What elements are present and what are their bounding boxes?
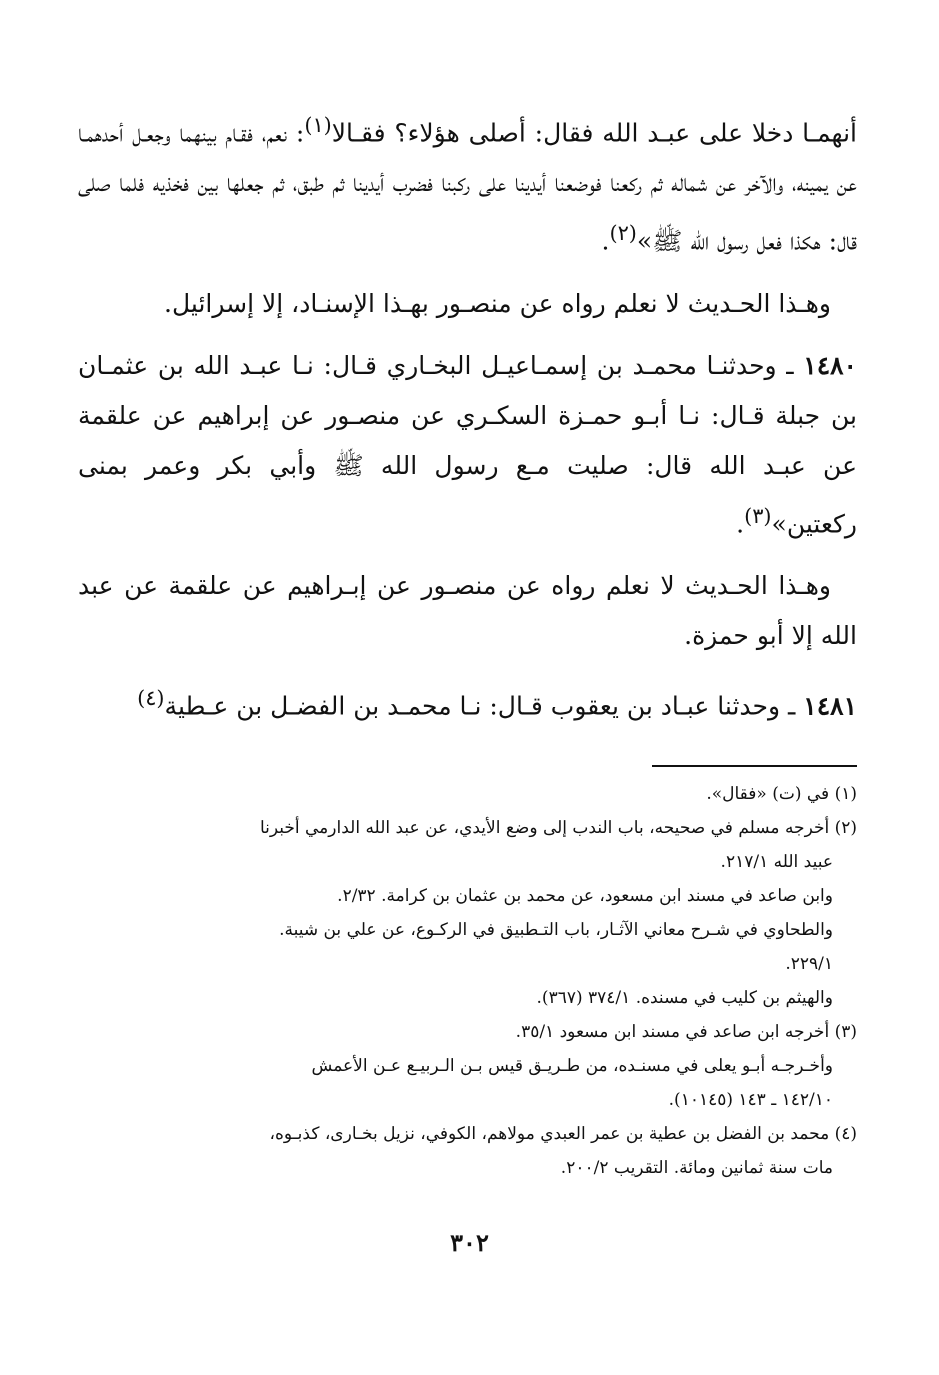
footnote-separator bbox=[652, 765, 857, 767]
footnote-ref-1[interactable]: (١) bbox=[304, 113, 332, 137]
footnote-4: (٤) محمد بن الفضل بن عطية بن عمر العبدي مولاهم، الكوفي، نزيل بخـارى، كذبـوه، bbox=[269, 1124, 857, 1145]
para1-line1: أنهمـا دخلا على عبـد الله فقال: أصلى هؤلاء؟ فقـالا bbox=[331, 118, 857, 148]
footnote-1: (١) في (ت) «فقال». bbox=[706, 784, 857, 805]
footnote-ref-3[interactable]: (٣) bbox=[744, 503, 772, 528]
footnote-2: (٢) أخرجه مسلم في صحيحه، باب الندب إلى وضع الأيدي، عن عبد الله الدارمي أخبرنا bbox=[259, 818, 857, 839]
paragraph-1 bbox=[78, 100, 857, 267]
main-text bbox=[78, 100, 857, 731]
hadith-1480-end: . bbox=[736, 508, 745, 538]
hadith-1480-text: ـ وحدثنـا محمـد بن إسمـاعيـل البخـاري قـال: نـا عبـد الله بن عثمـان بن جبلة قـال: نـا أبـو حمـزة السكـري عن منصـور عن إبراهيم عن علقمة عن عبـد الله قال: صليت مـع رسول الله ﷺ وأبي بكر وعمر بمنى ركعتين» bbox=[78, 350, 857, 538]
para1-line4: بين فخذيه فلما صلى قال: هكذا فعل رسول الله ﷺ» bbox=[78, 168, 857, 256]
footnote-ref-4[interactable]: (٤) bbox=[137, 685, 165, 710]
footnote-2-source-tahawi: والطحاوي في شـرح معاني الآثـار، باب التـطبيق في الركـوع، عن علي بن شيبة. bbox=[279, 920, 833, 941]
footnote-2-source-tahawi-cont: ٢٢٩/١. bbox=[785, 954, 833, 975]
footnotes bbox=[78, 777, 857, 1185]
paragraph-2: وهـذا الحـديث لا نعلم رواه عن منصـور بهـذا الإسنـاد، إلا إسرائيل. bbox=[164, 288, 831, 318]
page-number: ٣٠٢ bbox=[450, 1228, 489, 1257]
para1-line1-end: : نعم، bbox=[261, 118, 305, 148]
para1-line4-end: . bbox=[601, 226, 610, 256]
hadith-number-1481: ١٤٨١ bbox=[803, 691, 857, 721]
paragraph-3: وهـذا الحـديث لا نعلم رواه عن منصـور عن إبـراهيم عن علقمة عن عبد الله إلا أبو حمزة. bbox=[78, 570, 857, 650]
footnote-2-cont: عبيد الله ٢١٧/١. bbox=[720, 852, 833, 873]
hadith-number-1480: ١٤٨٠ bbox=[803, 350, 857, 380]
hadith-1481 bbox=[78, 673, 857, 731]
footnote-2-source-haytham: والهيثم بن كليب في مسنده. ٣٧٤/١ (٣٦٧). bbox=[536, 988, 833, 1009]
footnote-3-source-abu-yala-cont: ١٤٢/١٠ ـ ١٤٣ (١٠١٤٥). bbox=[668, 1090, 833, 1111]
para1-line3: ركعنا فوضعنا أيدينا على ركبنا فضرب أيدينا ثم طبق، ثم جعلها bbox=[226, 168, 643, 198]
hadith-1481-text: ـ وحدثنا عبـاد بن يعقوب قـال: نـا محمـد بن الفضـل بن عـطية bbox=[164, 691, 796, 721]
hadith-1480 bbox=[78, 341, 857, 549]
footnote-3-source-abu-yala: وأخـرجـه أبـو يعلى في مسنـده، من طـريـق قيس بـن الـربيـع عـن الأعمش bbox=[311, 1056, 833, 1077]
footnote-ref-2[interactable]: (٢) bbox=[609, 221, 637, 246]
footnote-4-cont: مات سنة ثمانين ومائة. التقريب ٢٠٠/٢. bbox=[560, 1158, 833, 1179]
footnote-3: (٣) أخرجه ابن صاعد في مسند ابن مسعود ٣٥/١. bbox=[515, 1022, 857, 1043]
para1-line2: فقـام بينهما وجعـل أحدهمـا عن يمينه، والآخر عن شماله ثم bbox=[78, 118, 857, 198]
footnote-2-source-ibn-saed: وابن صاعد في مسند ابن مسعود، عن محمد بن عثمان بن كرامة. ٢/٣٢. bbox=[337, 886, 833, 907]
